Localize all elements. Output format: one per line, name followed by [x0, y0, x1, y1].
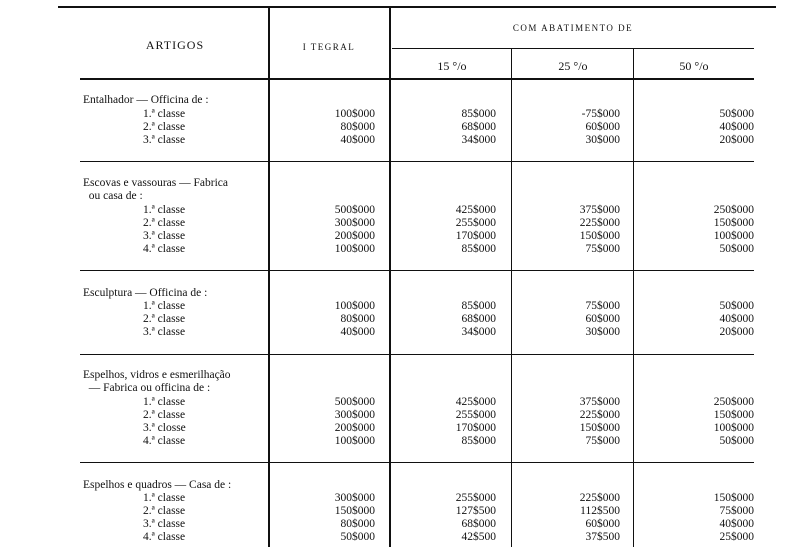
integral-value: 100$000: [334, 108, 375, 120]
value-25: 150$000: [579, 230, 620, 242]
value-15: 255$000: [455, 217, 496, 229]
value-25: 375$000: [579, 396, 620, 408]
value-15: 68$000: [461, 518, 496, 530]
value-25: -75$000: [581, 108, 620, 120]
integral-value: 300$000: [334, 409, 375, 421]
header-15-percent: 15 °/o: [437, 59, 467, 73]
value-25: 225$000: [579, 217, 620, 229]
table-row: [0, 300, 800, 313]
value-25: 60$000: [585, 121, 620, 133]
table-row: [0, 422, 800, 435]
section-title-continued: — Fabrica ou officina de :: [83, 382, 211, 394]
classe-label: 1.ª classe: [143, 300, 186, 312]
table-row: [0, 505, 800, 518]
value-15: 42$500: [461, 531, 496, 543]
integral-value: 300$000: [334, 217, 375, 229]
value-50: 150$000: [713, 409, 754, 421]
table-row: [0, 121, 800, 134]
value-50: 250$000: [713, 396, 754, 408]
table-row: [0, 217, 800, 230]
classe-label: 2.ª classe: [143, 313, 186, 325]
value-15: 170$000: [455, 230, 496, 242]
value-25: 75$000: [585, 243, 620, 255]
value-15: 127$500: [455, 505, 496, 517]
value-15: 255$000: [455, 492, 496, 504]
integral-value: 500$000: [334, 396, 375, 408]
section-divider: [80, 270, 754, 271]
value-15: 85$000: [461, 435, 496, 447]
classe-label: 3.ª classe: [143, 326, 186, 338]
value-50: 40$000: [719, 121, 754, 133]
classe-label: 1.ª classe: [143, 204, 186, 216]
value-25: 37$500: [585, 531, 620, 543]
top-rule: [58, 6, 776, 8]
value-15: 425$000: [455, 204, 496, 216]
value-15: 85$000: [461, 243, 496, 255]
value-15: 68$000: [461, 121, 496, 133]
classe-label: 3.ª classe: [143, 230, 186, 242]
section-title: Esculptura — Officina de :: [83, 287, 208, 299]
value-25: 60$000: [585, 313, 620, 325]
value-25: 75$000: [585, 435, 620, 447]
table-row: [0, 492, 800, 505]
integral-value: 100$000: [334, 300, 375, 312]
value-25: 225$000: [579, 409, 620, 421]
classe-label: 4.ª classe: [143, 435, 186, 447]
value-15: 34$000: [461, 134, 496, 146]
value-50: 20$000: [719, 134, 754, 146]
table-row: [0, 396, 800, 409]
value-15: 68$000: [461, 313, 496, 325]
integral-value: 100$000: [334, 243, 375, 255]
integral-value: 200$000: [334, 422, 375, 434]
classe-label: 2.ª classe: [143, 217, 186, 229]
column-divider-integral-left: [268, 8, 270, 547]
value-25: 30$000: [585, 326, 620, 338]
integral-value: 300$000: [334, 492, 375, 504]
header-25-percent: 25 °/o: [558, 59, 588, 73]
value-15: 34$000: [461, 326, 496, 338]
abatimento-underline: [392, 48, 754, 49]
classe-label: 1.ª classe: [143, 492, 186, 504]
value-25: 112$500: [580, 505, 620, 517]
table-row: [0, 531, 800, 544]
section-title: Escovas e vassouras — Fabrica: [83, 177, 228, 189]
value-50: 50$000: [719, 243, 754, 255]
value-15: 170$000: [455, 422, 496, 434]
table-row: [0, 313, 800, 326]
table-row: [0, 108, 800, 121]
header-50-percent: 50 °/o: [679, 59, 709, 73]
value-50: 150$000: [713, 217, 754, 229]
value-25: 30$000: [585, 134, 620, 146]
value-25: 375$000: [579, 204, 620, 216]
value-25: 225$000: [579, 492, 620, 504]
table-row: [0, 409, 800, 422]
integral-value: 200$000: [334, 230, 375, 242]
value-15: 85$000: [461, 108, 496, 120]
table-row: [0, 518, 800, 531]
value-25: 60$000: [585, 518, 620, 530]
header-integral: I TEGRAL: [302, 42, 356, 52]
classe-label: 3.ª classe: [143, 518, 186, 530]
classe-label: 3.ª classe: [143, 134, 186, 146]
classe-label: 2.ª classe: [143, 121, 186, 133]
section-title-continued: ou casa de :: [83, 190, 143, 202]
value-50: 100$000: [713, 422, 754, 434]
table-row: [0, 243, 800, 256]
classe-label: 2.ª classe: [143, 409, 186, 421]
value-50: 50$000: [719, 300, 754, 312]
value-25: 75$000: [585, 300, 620, 312]
table-row: [0, 134, 800, 147]
value-50: 75$000: [719, 505, 754, 517]
header-com-abatimento: COM ABATIMENTO DE: [512, 23, 634, 33]
value-50: 40$000: [719, 313, 754, 325]
classe-label: 1.ª classe: [143, 108, 186, 120]
classe-label: 1.ª classe: [143, 396, 186, 408]
value-50: 25$000: [719, 531, 754, 543]
value-50: 250$000: [713, 204, 754, 216]
section-title: Espelhos, vidros e esmerilhação: [83, 369, 231, 381]
integral-value: 50$000: [340, 531, 375, 543]
table-row: [0, 326, 800, 339]
integral-value: 40$000: [340, 326, 375, 338]
classe-label: 4.ª classe: [143, 243, 186, 255]
section-title: Espelhos e quadros — Casa de :: [83, 479, 232, 491]
value-50: 50$000: [719, 108, 754, 120]
integral-value: 150$000: [334, 505, 375, 517]
classe-label: 4.ª classe: [143, 531, 186, 543]
integral-value: 500$000: [334, 204, 375, 216]
value-15: 425$000: [455, 396, 496, 408]
value-50: 50$000: [719, 435, 754, 447]
value-50: 40$000: [719, 518, 754, 530]
section-title: Entalhador — Officina de :: [83, 94, 209, 106]
integral-value: 80$000: [340, 518, 375, 530]
value-50: 150$000: [713, 492, 754, 504]
value-50: 100$000: [713, 230, 754, 242]
classe-label: 3.ª closse: [143, 422, 186, 434]
integral-value: 80$000: [340, 313, 375, 325]
column-divider-integral-right: [389, 8, 391, 547]
header-artigos: ARTIGOS: [145, 38, 205, 52]
table-row: [0, 435, 800, 448]
value-15: 255$000: [455, 409, 496, 421]
header-bottom-rule: [80, 78, 754, 80]
integral-value: 80$000: [340, 121, 375, 133]
section-divider: [80, 462, 754, 463]
table-row: [0, 204, 800, 217]
value-50: 20$000: [719, 326, 754, 338]
integral-value: 100$000: [334, 435, 375, 447]
section-divider: [80, 354, 754, 355]
table-row: [0, 230, 800, 243]
value-25: 150$000: [579, 422, 620, 434]
section-divider: [80, 161, 754, 162]
classe-label: 2.ª classe: [143, 505, 186, 517]
integral-value: 40$000: [340, 134, 375, 146]
value-15: 85$000: [461, 300, 496, 312]
